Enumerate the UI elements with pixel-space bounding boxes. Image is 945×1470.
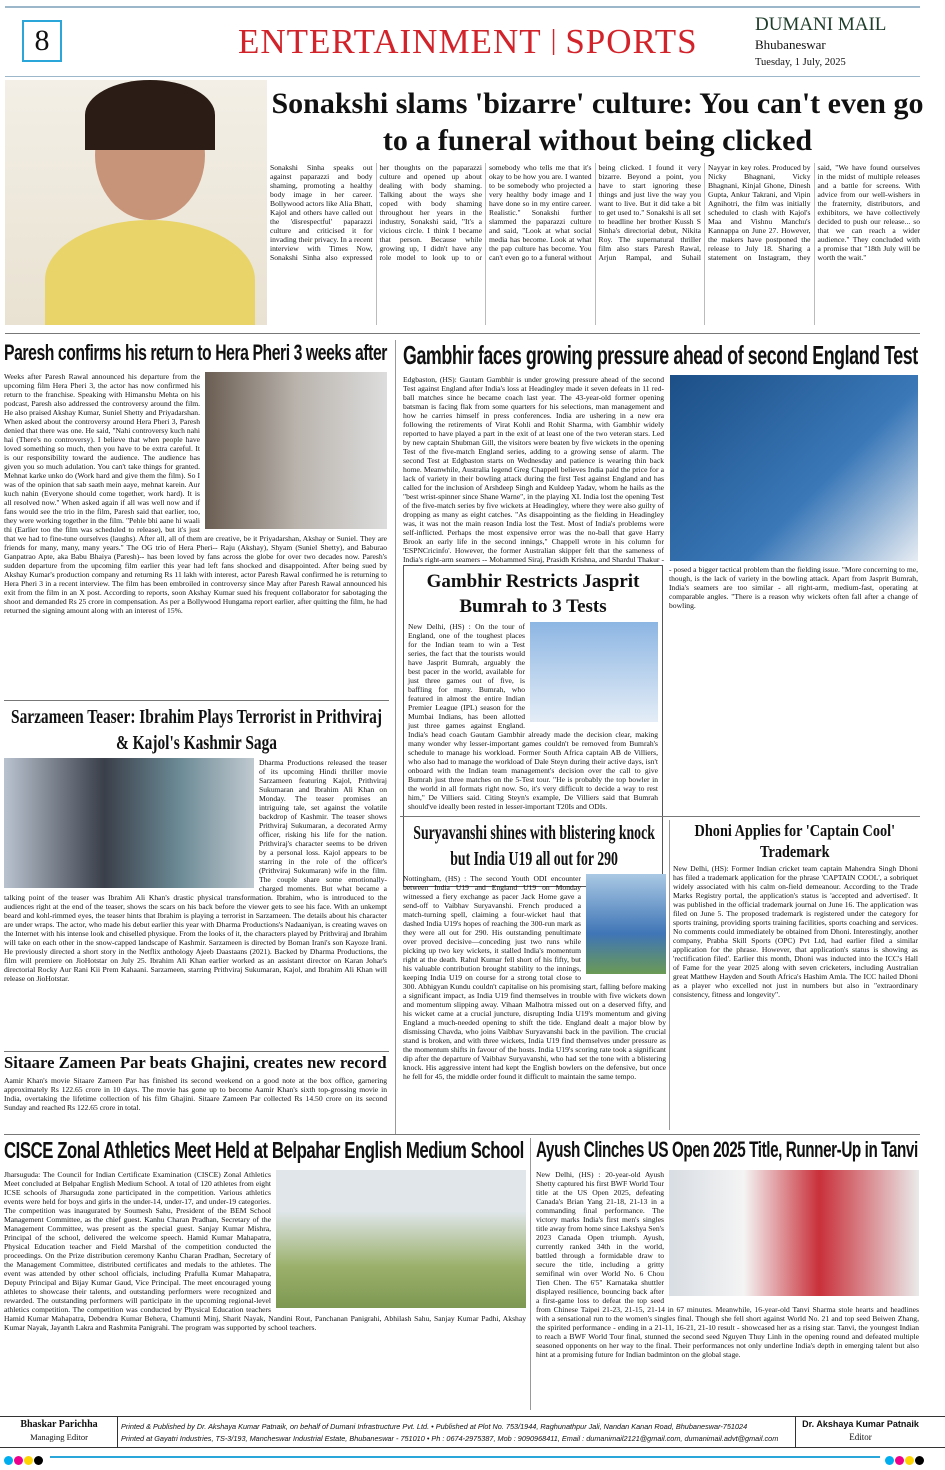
suryavanshi-headline: Suryavanshi shines with blistering knock but India U19 all out for 290 xyxy=(413,822,655,870)
imprint-line-2: Printed at Gayatri Industries, TS-3/193, Mancheswar Industrial Estate, Bhubaneswar - 751010 • Ph : 0674-2975387, Mob : 9090968411, Email : dumanimail2121@gmail.com, dumanimail.advt@gmail.com xyxy=(121,1434,779,1443)
paresh-headline: Paresh confirms his return to Hera Pheri 3 weeks after xyxy=(4,340,388,365)
paresh-body: Weeks after Paresh Rawal announced his departure from the upcoming film Hera Pheri 3, the actor has now confirmed his return to the franchise. Speaking with Himanshu Mehta on his podcast, Paresh also addressed the controversy around the film. He also praised Akshay Kumar, Suniel Shetty and Priyadarshan. When asked about the controversy around Hera Pheri 3, Paresh denied that there was one. He said, "Nahi controversy kuch nahi hai (There's no controversy). I believe that when people have loved something so much, then you have to be extra careful. It is our responsibility toward the audience. The audience has given you so much adulation. You can't take things for granted. Mehnat karke unko do (Work hard and give them the film). So I was of the opinion that sab saath mein aaye, mehnat karein. Aur kuch nahin (Everyone should come together, work hard). It is all resolved now." When asked again if all was well now and if fans would see the trio in the film, Paresh said that earlier, too, they were working together in the film. "Pehle bhi aane hi waali thi (Earlier too the film was scheduled to release), but it's just that we had to fine-tune ourselves (laughs). After all, all of them are creative, be it Priyadarshan, Akshay or Suniel. They are friends for many, many, many years." The OG trio of Hera Pheri-- Raju (Akshay), Shyam (Suniel Shetty), and Baburao Ganpatrao Apte, aka Babu Bhaiya (Paresh)-- has been loved by fans across the globe for over two decades now. Paresh's sudden departure from the upcoming film earlier this year had left fans shocked and disappointed. After being sued by Akshay Kumar's production company and returning Rs 11 lakh with interest, actor Paresh Rawal confirmed he is returning to Hera Pheri 3 in a recent interview. The film has been embroiled in controversy since May after Paresh Rawal announced his exit from the film in an X post. According to reports, soon Akshay Kumar sued his frequent collaborator for sabotaging the shoot and demanded Rs 25 crore in compensation. As per a Bollywood Hungama report earlier, after quitting the film, he had returned the signing amount along with an interest of 15%. xyxy=(4,372,387,615)
bumrah-photo xyxy=(530,622,658,722)
registration-marks-left xyxy=(4,1452,44,1470)
gambhir-photo xyxy=(670,375,918,561)
cisce-body: Jharsuguda: The Council for Indian Certificate Examination (CISCE) Zonal Athletics Meet concluded at Belpahar English Medium School. A total of 120 athletes from eight ICSE schools of Jharsuguda zone participated in the competition. Various athletics events were held for boys and girls in the under-14, under-17, and under-19 categories. The competition was inaugurated by Soumesh Sahu, President of the BEM School Management Committee, as the chief guest. Kanhu Charan Pradhan, Secretary of the Management Committee, was present as the special guest. Sanjay Kumar Mishra, Principal of the school, delivered the welcome speech. Hamid Kumar Mahapatra, Physical Education teacher and Field Marshal of the competition conducted the proceedings. On the Prize distribution ceremony Kanhu Charan Pradhan, Secretary of the Management Committee, distributed certificates and medals to the athletes. The event was attended by other school officials, including Prafulla Kumar Mahapatra, Deputy Principal and Bijay Kumar Gaud, Vice Principal. The meet encouraged young athletes to showcase their talents, and outstanding performers were recognized and rewarded. The outstanding performers will participate in the upcoming regional-level athletics competition. The competition was conducted by Physical Education teachers Hamid Kumar Mahapatra, Debendra Kumar Behera, Chamunti Minj, Sharit Nayak, Nandini Rout, Panchanan Panigrahi, Abhilash Sahu, Sanjay Kumar Padhi, Akshay Kumar Nayak, Jayanth Lakra and Rashmita Panigrahi. The program was supported by school teachers. xyxy=(4,1170,526,1332)
imprint-line-1: Printed & Published by Dr. Akshaya Kumar Patnaik, on behalf of Dumani Infrastructure Pvt. Ltd. • Published at Plot No. 753/1944, Raghunathpur Jali, Nandan Kanan Road, Bhubaneswar-751024 xyxy=(121,1422,748,1431)
section-title: ENTERTAINMENT | SPORTS xyxy=(238,22,698,61)
sarzameen-article xyxy=(4,758,387,1048)
section-entertainment: ENTERTAINMENT xyxy=(238,22,541,61)
suryavanshi-article xyxy=(403,874,666,1132)
ayush-article xyxy=(536,1170,919,1410)
sarzameen-body: Dharma Productions released the teaser of its upcoming Hindi thriller movie Sarzameen featuring Kajol, Prithviraj Sukumaran and Ibrahim Ali Khan on Monday. The teaser promises an intriguing tale, set against the volatile backdrop of Kashmir. The teaser shows Prithviraj Sukumaran, a decorated Army officer, risking his life for the nation. Prithviraj's character seems to be driven by a personal loss. Kajol appears to be starring in the role of the officer's (Prithviraj Sukumaran) wife in the film. The couple share some emotionally-charged moments. But what became a talking point of the teaser was Ibrahim Ali Khan's drastic physical transformation. Ibrahim, who is introduced to the audiences right at the end of the teaser, shows the scars on his back before the viewer gets to see his face. With an unkempt beard and kohl-rimmed eyes, the teaser hints that Ibrahim is playing a terrorist in Sarzameen. The details about his character are under wraps. The actor, who made his debut earlier this year with Dharma Productions's Nadaaniyan, is creating waves on the Internet with his intense look and chiselled physique. From the looks of it, the characters played by Prithviraj and Ibrahim will take on each other in the snow-capped landscape of Kashmir. Sarzameen is directed by Boman Irani's son Kayoze Irani. He previously directed a short story in the Netflix anthology Ajeeb Daastaans (2021). Backed by Dharma Productions, the film will premiere on JioHotstar on July 25. Ibrahim Ali Khan earlier worked as an assistant director on Karan Johar's directorial Rocky Aur Rani Kii Prem Kahaani. Sarzameen, starring Prithviraj Sukumaran, Kajol, and Ibrahim Ali Khan will release on JioHotstar. xyxy=(4,758,387,983)
dhoni-body: New Delhi, (HS): Former Indian cricket team captain Mahendra Singh Dhoni has filed a trademark application for the phrase 'CAPTAIN COOL', a sobriquet widely associated with his calm on-field demeanour. According to the Trade Marks Registry portal, the application's status is 'accepted and advertised'. It was published in the official trademark journal on June 16. The application was filed on June 5. The proposed trademark is registered under the category for sports training, providing sports training facilities, sports coaching and services. No comments could immediately be obtained from Dhoni. Interestingly, another company, Prabha Skill Sports (OPC) Pvt Ltd, had earlier filed a similar application for the phrase. However, that application's status is showing as 'rectification filed'. Earlier this month, Dhoni was inducted into the ICC's Hall of Fame for the year 2025 along with seven cricketers, including Australian great Matthew Hayden and South Africa's Hashim Amla. The ICC hailed Dhoni as a player who excelled not just in numbers but also in "extraordinary consistency, fitness and longevity". xyxy=(673,864,918,999)
cisce-headline: CISCE Zonal Athletics Meet Held at Belpahar English Medium School xyxy=(4,1137,524,1163)
bottom-rule xyxy=(50,1456,880,1458)
suryavanshi-photo xyxy=(586,874,666,974)
sonakshi-photo xyxy=(5,80,267,325)
dhoni-headline: Dhoni Applies for 'Captain Cool' Trademark xyxy=(694,821,896,861)
footer xyxy=(0,1416,945,1448)
bumrah-headline: Gambhir Restricts Jasprit Bumrah to 3 Tests xyxy=(426,571,640,617)
lead-body: Sonakshi Sinha speaks out against paparazzi and body shaming, promoting a healthy body image in her career. Bollywood actors like Alia Bhatt, Kajol and others have called out the 'disrespectful' paparazzi culture and criticised it for invading their privacy. In a recent interview with Times Now, Sonakshi Sinha also expressed her thoughts on the paparazzi culture and opened up about dealing with body shaming. Talking about the ways she coped with body shaming throughout her years in the industry, Sonakshi said, "It's a vicious circle. I think I became that person. Because while growing up, I didn't have any role model to look up to or somebody who tells me that it's okay to be how you are. I wanted to be somebody who projected a very healthy body image and I have done so in my entire career. Realistic." Sonakshi further slammed the paparazzi culture and said, "Look at what social media has become. Look at what the pap culture has become. You can't even go to a funeral without being clicked. I found it very bizarre. Beyond a point, you have to start ignoring these things and just live the way you want to live. But it did take a bit to get used to." Sonakshi is all set to headline her brother Kussh S Sinha's directorial debut, Nikita Roy. The supernatural thriller film also stars Paresh Rawal, Arjun Rampal, and Suhail Nayyar in key roles. Produced by Nicky Bhagnani, Vicky Bhagnani, Kinjal Ghone, Dinesh Gupta, Ankur Takrani, and Vipin Agnihotri, the film was initially scheduled to clash with Kajol's Maa and Vishnu Manchu's Kannappa on June 27. However, the makers have postponed the release to July 18. Sharing a statement on Instagram, they said, "We have found ourselves in the midst of multiple releases and a battle for screens. With advice from our well-wishers in the fraternity, distributors, and exhibitors, we have collectively decided to push our release... so that we can reach a wider audience." They concluded with a promise that "18th July will be worth the wait." xyxy=(270,163,920,262)
ayush-headline: Ayush Clinches US Open 2025 Title, Runner-Up in Tanvi xyxy=(536,1137,918,1162)
page-number: 8 xyxy=(22,20,62,62)
gambhir-article xyxy=(403,375,918,813)
gambhir-body: Edgbaston, (HS): Gautam Gambhir is under growing pressure ahead of the second Test against England after India's loss at Headingley made it seven defeats in 11 red-ball matches since he became coach last year. The 43-year-old former opening batsman is facing flak from some quarters for his selections, man management and how he carries himself in press conferences. India are ushering in a new era following the retirements of Virat Kohli and Rohit Sharma, with Gambhir widely reported to have played a part in the exit of at least one of the two veteran stars. Led by new captain Shubman Gill, the visitors were beaten by five wickets in the opening Test of the five-match England series, adding to a growing sense of alarm. The second Test at Edgbaston starts on Wednesday and patience is wearing thin back home. Meanwhile, Australia legend Greg Chappell believes India paid the price for a lack of variety in their bowling attack during the first Test against England and has called for the inclusion of Arshdeep Singh and Kuldeep Yadav, whom he hails as the "best wrist-spinner since Shane Warne", in the playing XI. India lost the opening Test of the five-match series by five wickets at Headingley, where they were also guilty of dropping as many as eight catches. "As disappointing as the fielding in Headingley was, it was not the main reason India lost the Test. Most of India's problems were self-inflicted. Perhaps the most expensive error was the no-ball that gave Harry Brook an early life in the second innings," Chappell wrote in his column for 'ESPNCricinfo'. However, the former Australian skipper felt that the sameness of India's right-arm seamers -- Mohammed Siraj, Prasidh Krishna, and Shardul Thakur -- posed a bigger tactical problem than the fielding issue. "More concerning to me, though, is the lack of variety in the bowling attack. Apart from Jasprit Bumrah, India's seamers are too similar - all right-arm, medium-fast, operating at comparable angles. "There is a reason why wickets often fall after a change of bowling. xyxy=(403,375,918,610)
city: Bhubaneswar xyxy=(755,37,826,52)
sitaare-headline: Sitaare Zameen Par beats Ghajini, creates new record xyxy=(4,1053,387,1072)
ayush-photo xyxy=(669,1170,919,1296)
bumrah-body: New Delhi, (HS) : On the tour of England, one of the toughest places for the Indian team to win a Test series, the fact that the tourists would have Jasprit Bumrah, arguably the best pacer in the world, available for just three games out of five, is baffling for many. Bumrah, who featured in almost the entire Indian Premier League (IPL) season for the Mumbai Indians, has been allotted just three games against England. India's head coach Gautam Gambhir already made the decision clear, making many wonder why lesser-important games couldn't be removed from Bumrah's schedule to manage his workload. Former South Africa captain AB de Villiers, who also had to manage the workload of Dale Steyn during their active days, isn't onboard with the Indian team management's decision over the call to give Bumrah just three matches on the 5-Test tour. "He is probably the top bowler in the world in all formats right now. So, it's very difficult to decide a way to rest him," De Villiers said. Citing Steyn's example, De Villiers said that Bumrah should've ideally been rested in lesser-important T20Is and ODIs. xyxy=(408,622,658,811)
masthead xyxy=(0,0,945,72)
cisce-photo xyxy=(276,1170,526,1308)
lead-headline: Sonakshi slams 'bizarre' culture: You can't even go to a funeral without being clicked xyxy=(271,87,924,157)
sarzameen-photo xyxy=(4,758,254,888)
sitaare-body: Aamir Khan's movie Sitaare Zameen Par has finished its second weekend on a good note at the box office, garnering approximately Rs 122.65 crore in 10 days. The movie has gone up to become Aamir Khan's sixth top-grossing movie in India, overtaking the lifetime collection of his film Ghajini. Sitaare Zameen Par collected Rs 14.50 crore on its second Sunday and reached Rs 122.65 crore in total. xyxy=(4,1076,387,1112)
gambhir-headline: Gambhir faces growing pressure ahead of second England Test xyxy=(403,340,918,370)
managing-editor-title: Managing Editor xyxy=(30,1432,88,1442)
managing-editor-name: Bhaskar Parichha xyxy=(20,1419,98,1430)
ayush-body: New Delhi, (HS) : 20-year-old Ayush Shetty captured his first BWF World Tour title at the US Open 2025, defeating Canada's Brian Yang 21-18, 21-13 in a commanding final performance. The victory marks India's first men's singles title away from home since Lakshya Sen's 2023 Canada Open triumph. Ayush, currently ranked 34th in the world, battled through a formidable draw to secure the title, including a gritty semifinal win over World No. 6 Chou Tien Chen. The 6'5" Karnataka shuttler displayed resilience, bouncing back after a first-game loss to defeat the top seed from Chinese Taipei 21-23, 21-15, 21-14 in 67 minutes. Meanwhile, 16-year-old Tanvi Sharma stole hearts and headlines with a sensational run to the women's singles final. Though she fell short against World No. 21 and top seed Beiwen Zhang, the spirited performance - ending in a 21-11, 16-21, 21-10 result - showcased her as a rising star. Tanvi, the youngest Indian to reach a BWF World Tour final, stunned the second seed Nguyen Thuy Linh in the opening round and defeated multiple seasoned opponents on her way to the final. Their performances not only underline India's depth in emerging talent but also hint at a promising future for Indian badminton on the global stage. xyxy=(536,1170,919,1359)
suryavanshi-body: Nottingham, (HS) : The second Youth ODI encounter between India U19 and England U19 on Monday witnessed a fiery exchange as pacer Jack Home gave a send-off to Vaibhav Suryavanshi. French produced a match-turning spell, claiming a four-wicket haul that dashed India U19's hopes of reaching the 300-run mark as they were all out for 290. His outstanding penultimate over proved decisive—conceding just two runs while picking up two key wickets, it stalled India's momentum right at the death. Rahul Kumar fell short of his fifty, but his valuable contribution brought stability to the innings, keeping India U19 on course for a strong total close to 300. Abhigyan Kundu couldn't capitalise on his promising start, falling before making a significant impact, as India U19 find themselves in trouble with five wickets down and momentum slipping away. Vihaan Malhotra missed out on a deserved fifty, and his wicket came at a crucial juncture, disrupting India U19's momentum and giving England a much-needed opening to shift the tide. England dealt a major blow by dismissing Chavda, who joins Vaibhav Suryavanshi back in the pavilion. The crucial stand is broken, and with three wickets, India U19 find themselves under pressure as the momentum shifts in favour of the hosts. India U19's scoring rate took a significant dip after the departure of Vaibhav Suryavanshi, who had set the tone with a blistering knock. His aggressive intent had kept the English bowlers on the defensive, but once he fell for 45, the middle order found it difficult to maintain the same tempo. xyxy=(403,874,666,1081)
registration-marks-right xyxy=(885,1452,925,1470)
paper-name: DUMANI MAIL xyxy=(755,14,887,35)
sarzameen-headline: Sarzameen Teaser: Ibrahim Plays Terrorist in Prithviraj & Kajol's Kashmir Saga xyxy=(11,706,382,754)
editor-title: Editor xyxy=(849,1432,872,1442)
editor-name: Dr. Akshaya Kumar Patnaik xyxy=(802,1419,919,1429)
date: Tuesday, 1 July, 2025 xyxy=(755,57,846,68)
cisce-article xyxy=(4,1170,526,1410)
paresh-article xyxy=(4,372,387,696)
section-sports: SPORTS xyxy=(565,22,698,61)
paresh-photo xyxy=(205,372,387,529)
